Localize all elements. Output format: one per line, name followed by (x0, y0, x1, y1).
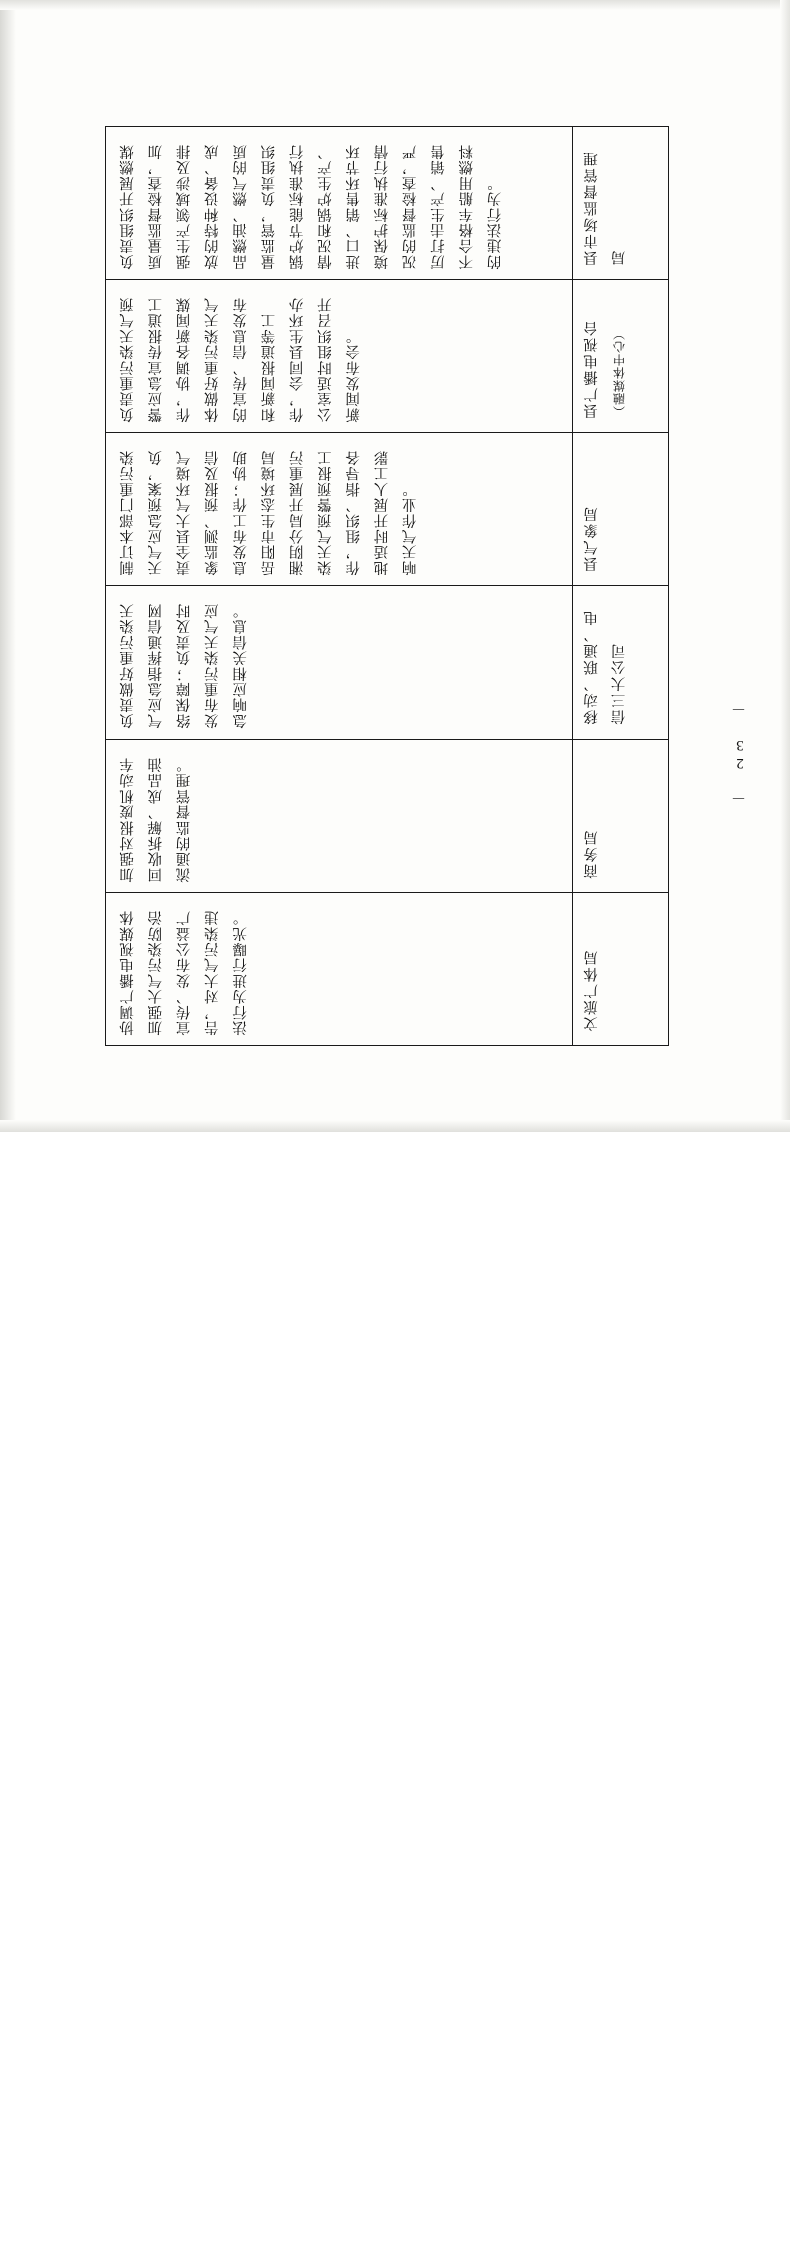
table-cell-department (573, 739, 669, 892)
department-name: 移动、联通、电信三大公司 (584, 609, 628, 725)
table-cell-duty (106, 739, 573, 892)
table-row (106, 127, 669, 280)
table-cell-duty (106, 433, 573, 586)
responsibility-table (105, 126, 669, 1046)
department-name-main: 县广播电视台 (584, 319, 600, 419)
duty-text: 协调广播电视媒体加强大气污染防治宣传、发布公益广告，对大气污染违法行为进行曝光。 (120, 909, 250, 1035)
department-name: 县市场监督管理局 (584, 149, 628, 266)
table-cell-duty (106, 586, 573, 739)
table-row (106, 433, 669, 586)
table-cell-department (573, 127, 669, 280)
scan-edge-bottom (0, 1120, 790, 1132)
table-cell-department (573, 586, 669, 739)
duty-text: 负责做好重污染天气应急指挥通信网络保障；负责及时发布重污染天气应急响应相关信息。 (120, 603, 250, 729)
table-cell-duty (106, 127, 573, 280)
department-name: 商务局 (584, 828, 600, 878)
table-cell-duty (106, 280, 573, 433)
department-name: 文旅广体局 (584, 948, 600, 1031)
scan-edge-right (780, 0, 790, 1132)
table-row (106, 739, 669, 892)
table-cell-department (573, 892, 669, 1045)
duty-text: 负责组织开展燃煤质量监督检查，加强生产领域涉及排放的特种设备、成品燃油、燃气的质量监管，负责组织锅炉节能标准执行情况和锅炉生产、进口、销售环节环境保护标准执行情况的监督检查，严厉打击生产、销售不合格车船用燃料的违法行为。 (120, 143, 504, 270)
table-row (106, 280, 669, 433)
page-number: － 23 － (732, 700, 748, 806)
department-name-sub: （融媒体中心） (612, 327, 627, 419)
duty-text: 加强对报废机动车回收拆解、成品油流通的监督管理。 (120, 756, 193, 882)
table-row (106, 892, 669, 1045)
scan-edge-left (0, 0, 16, 1132)
scan-edge-top (0, 0, 790, 10)
duty-text: 负责重污染天气预警应急宣传报道工作，协调各新闻媒体做好重污染天气的宣传、信息发布和新闻报道等工作，会同县生环办公室适时组织召开新闻发布会。 (120, 296, 363, 423)
table-cell-duty (106, 892, 573, 1045)
duty-text: 制订本部门重污染天气应急预案，负责全县大气环境气象监测、预报及信息发布工作；协助岳阳市生态环境局湘阴分局开展重污染天气预警预报工作，组织、指导各地适时开展人工影响天气作业。 (120, 449, 419, 576)
table-row (106, 586, 669, 739)
table-cell-department (573, 433, 669, 586)
table-cell-department (573, 280, 669, 433)
department-name: 县气象局 (584, 505, 600, 572)
department-name (573, 280, 668, 432)
